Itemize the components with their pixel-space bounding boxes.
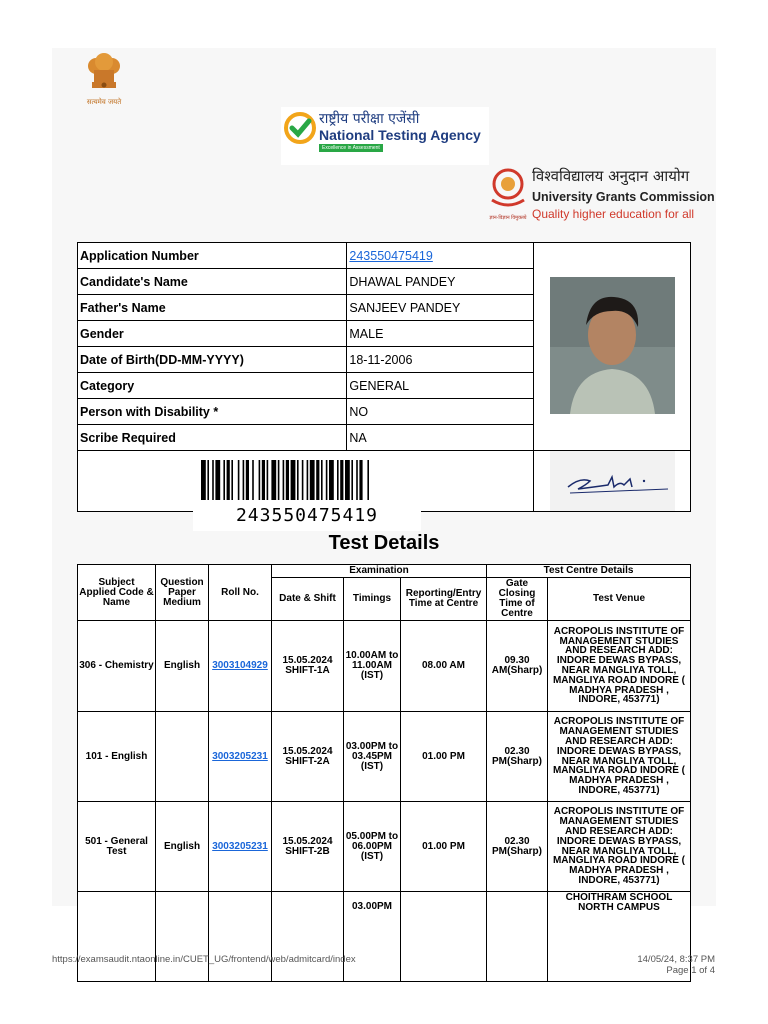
candidate-photo-cell [534, 243, 691, 451]
date-text: 15.05.2024 [282, 655, 333, 666]
barcode-bar [278, 460, 280, 500]
field-label: Father's Name [78, 295, 347, 321]
ugc-seal-caption: ज्ञान-विज्ञान विमुक्तये [489, 215, 527, 221]
nta-tagline: Excellence in Assessment [319, 144, 383, 152]
field-label: Person with Disability * [78, 399, 347, 425]
barcode-bar [262, 460, 265, 500]
subject-cell: 306 - Chemistry [78, 621, 156, 712]
barcode-bar [329, 460, 334, 500]
timing-cell: 05.00PM to 06.00PM (IST) [344, 802, 401, 892]
barcode-bar [297, 460, 299, 500]
barcode-bar [227, 460, 230, 500]
roll-number-link[interactable]: 3003205231 [212, 750, 268, 762]
medium-cell: English [156, 802, 209, 892]
shift-text: SHIFT-2A [285, 755, 330, 767]
shift-text: SHIFT-1A [285, 665, 330, 676]
col-subject: Subject Applied Code & Name [78, 565, 156, 621]
candidate-signature [550, 451, 675, 511]
table-row [78, 712, 691, 802]
barcode-bar [243, 460, 245, 500]
col-date-shift: Date & Shift [272, 578, 344, 621]
nta-check-icon [283, 111, 317, 145]
date-shift-cell [272, 802, 344, 892]
gate-cell: 02.30 PM(Sharp) [487, 802, 548, 892]
roll-cell [209, 712, 272, 802]
table-row [78, 892, 691, 982]
timing-cell: 10.00AM to 11.00AM (IST) [344, 621, 401, 712]
barcode-bar [359, 460, 362, 500]
roll-number-link[interactable]: 3003104929 [212, 660, 268, 671]
field-value: GENERAL [347, 373, 534, 399]
barcode-bar [207, 460, 209, 500]
reporting-cell [401, 892, 487, 982]
candidate-photo [550, 277, 675, 414]
gate-cell: 09.30 AM(Sharp) [487, 621, 548, 712]
field-value: NO [347, 399, 534, 425]
field-label: Gender [78, 321, 347, 347]
barcode [193, 455, 421, 531]
nta-english-name: National Testing Agency [319, 127, 481, 143]
table-row [78, 621, 691, 712]
test-details-title: Test Details [328, 532, 440, 554]
barcode-bar [302, 460, 304, 500]
col-medium: Question Paper Medium [156, 565, 209, 621]
gate-cell [487, 892, 548, 982]
venue-cell: ACROPOLIS INSTITUTE OF MANAGEMENT STUDIES AND RESEARCH ADD: INDORE DEWAS BYPASS, NEAR MANGLIYA TOLL, MANGLIYA ROAD INDORE ( MADHYA PRADESH , INDORE, 453771) [548, 802, 691, 892]
barcode-bar [340, 460, 343, 500]
date-text: 15.05.2024 [282, 835, 333, 847]
reporting-cell: 08.00 AM [401, 621, 487, 712]
field-value [347, 243, 534, 269]
ugc-seal-icon [486, 166, 530, 214]
footer-timestamp: 14/05/24, 8:37 PM [637, 954, 715, 965]
admit-card-page [52, 48, 716, 913]
barcode-bar [307, 460, 309, 500]
roll-cell [209, 802, 272, 892]
date-shift-cell [272, 712, 344, 802]
medium-cell [156, 892, 209, 982]
col-roll: Roll No. [209, 565, 272, 621]
barcode-bar [271, 460, 276, 500]
barcode-bar [201, 460, 206, 500]
barcode-bar [286, 460, 289, 500]
footer-url: https://examsaudit.ntaonline.in/CUET_UG/frontend/web/admitcard/index [52, 954, 356, 965]
barcode-bars-icon [201, 460, 413, 502]
field-label: Category [78, 373, 347, 399]
venue-cell: ACROPOLIS INSTITUTE OF MANAGEMENT STUDIES AND RESEARCH ADD: INDORE DEWAS BYPASS, NEAR MANGLIYA TOLL, MANGLIYA ROAD INDORE ( MADHYA PRADESH , INDORE, 453771) [548, 712, 691, 802]
col-timings: Timings [344, 578, 401, 621]
barcode-cell [78, 451, 534, 526]
field-value: DHAWAL PANDEY [347, 269, 534, 295]
footer-page-number: Page 1 of 4 [666, 965, 715, 976]
ashoka-emblem-icon [78, 48, 130, 98]
ugc-english-name: University Grants Commission [532, 190, 715, 204]
barcode-number: 243550475419 [235, 505, 379, 526]
barcode-bar [283, 460, 285, 500]
candidate-info-table [77, 242, 691, 526]
barcode-bar [238, 460, 240, 500]
date-shift-cell [272, 892, 344, 982]
barcode-bar [351, 460, 353, 500]
emblem-caption: सत्यमेव जयते [86, 98, 122, 106]
col-venue: Test Venue [548, 578, 691, 621]
field-label: Scribe Required [78, 425, 347, 451]
ugc-hindi-name: विश्वविद्यालय अनुदान आयोग [532, 167, 690, 185]
barcode-bar [246, 460, 249, 500]
group-examination: Examination [272, 565, 487, 578]
timing-cell: 03.00PM to 03.45PM (IST) [344, 712, 401, 802]
group-test-centre: Test Centre Details [487, 565, 691, 578]
field-label: Application Number [78, 243, 347, 269]
barcode-bar [326, 460, 328, 500]
barcode-bar [367, 460, 369, 500]
nta-logo [281, 107, 489, 165]
subject-cell: 501 - General Test [78, 802, 156, 892]
medium-cell: English [156, 621, 209, 712]
field-label: Date of Birth(DD-MM-YYYY) [78, 347, 347, 373]
nta-hindi-name: राष्ट्रीय परीक्षा एजेंसी [319, 111, 420, 127]
col-gate: Gate Closing Time of Centre [487, 578, 548, 621]
barcode-bar [252, 460, 254, 500]
subject-cell [78, 892, 156, 982]
test-details-table [77, 564, 691, 982]
field-label: Candidate's Name [78, 269, 347, 295]
barcode-bar [231, 460, 233, 500]
national-emblem [78, 48, 130, 112]
barcode-bar [321, 460, 323, 500]
table-row [78, 243, 691, 269]
field-value: SANJEEV PANDEY [347, 295, 534, 321]
date-shift-cell [272, 621, 344, 712]
shift-text: SHIFT-2B [285, 845, 330, 857]
gate-cell: 02.30 PM(Sharp) [487, 712, 548, 802]
ugc-logo [486, 166, 715, 224]
timing-cell: 03.00PM [344, 892, 401, 982]
barcode-bar [212, 460, 214, 500]
barcode-bar [356, 460, 358, 500]
subject-cell: 101 - English [78, 712, 156, 802]
field-value: 18-11-2006 [347, 347, 534, 373]
barcode-bar [223, 460, 225, 500]
reporting-cell: 01.00 PM [401, 712, 487, 802]
barcode-bar [267, 460, 269, 500]
ugc-tagline: Quality higher education for all [532, 207, 695, 221]
roll-number-link[interactable]: 3003205231 [212, 840, 268, 852]
venue-cell: ACROPOLIS INSTITUTE OF MANAGEMENT STUDIES AND RESEARCH ADD: INDORE DEWAS BYPASS, NEAR MANGLIYA TOLL, MANGLIYA ROAD INDORE ( MADHYA PRADESH , INDORE, 453771) [548, 621, 691, 712]
barcode-bar [291, 460, 296, 500]
signature-cell [534, 451, 691, 512]
roll-cell [209, 621, 272, 712]
barcode-bar [215, 460, 220, 500]
barcode-bar [310, 460, 315, 500]
signature-icon [550, 451, 675, 511]
barcode-bar [337, 460, 339, 500]
barcode-row [78, 451, 691, 512]
roll-cell [209, 892, 272, 982]
field-value: MALE [347, 321, 534, 347]
venue-cell: CHOITHRAM SCHOOL NORTH CAMPUS [548, 892, 691, 982]
date-text: 15.05.2024 [282, 745, 333, 757]
barcode-bar [316, 460, 319, 500]
barcode-bar [345, 460, 350, 500]
col-reporting: Reporting/Entry Time at Centre [401, 578, 487, 621]
field-value: NA [347, 425, 534, 451]
application-number-link[interactable]: 243550475419 [349, 248, 433, 263]
medium-cell [156, 712, 209, 802]
reporting-cell: 01.00 PM [401, 802, 487, 892]
table-header-row [78, 565, 691, 578]
table-row [78, 802, 691, 892]
barcode-bar [259, 460, 261, 500]
